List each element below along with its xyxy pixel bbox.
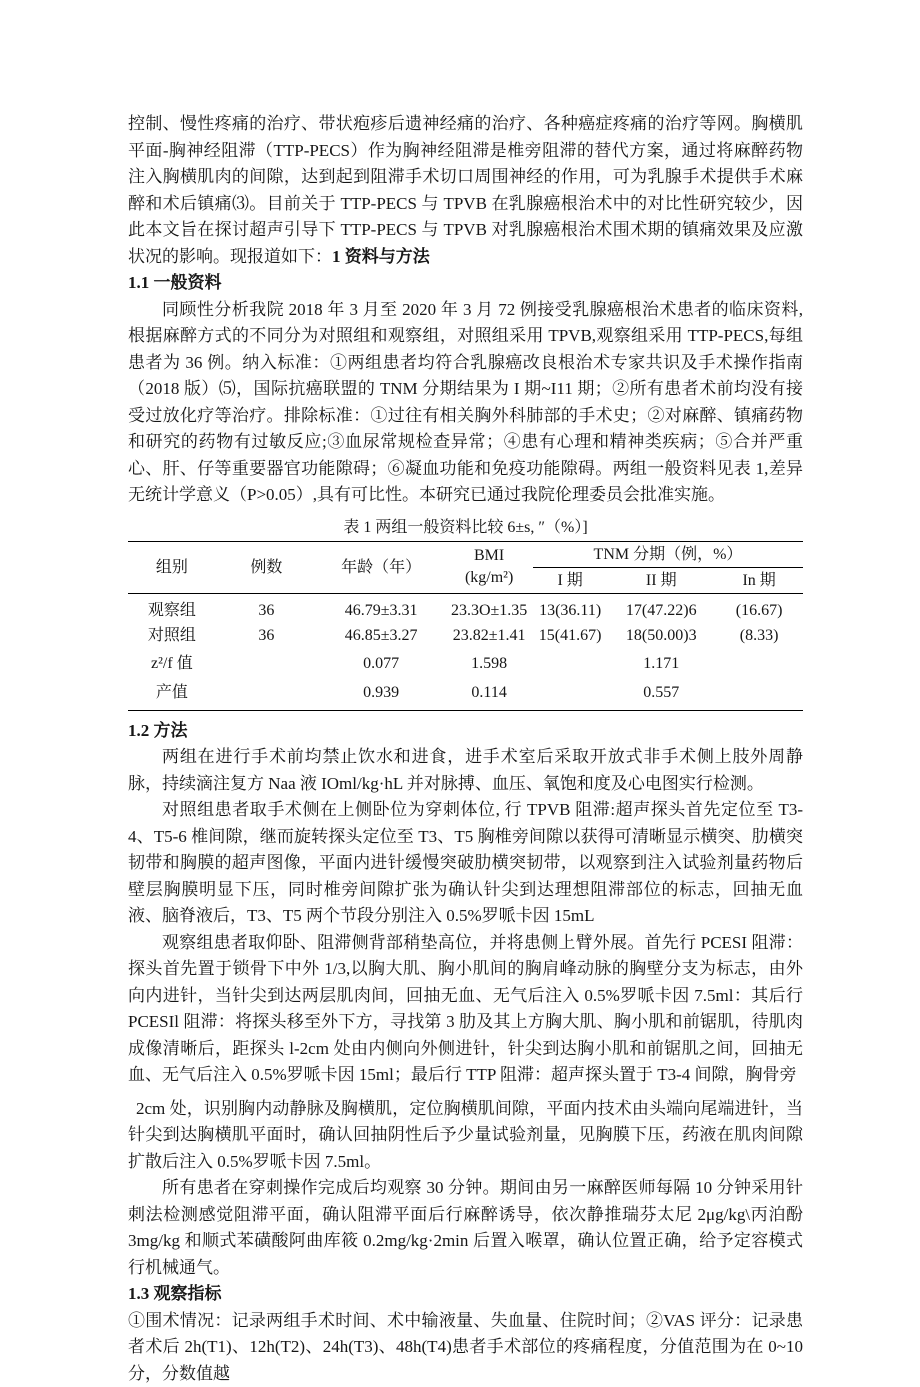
table-1-general-data bbox=[128, 541, 803, 711]
table-cell bbox=[216, 677, 317, 711]
table-cell: 46.85±3.27 bbox=[317, 623, 445, 648]
table-header-row-1 bbox=[128, 541, 803, 567]
col-header-stage1: I 期 bbox=[533, 567, 607, 593]
table-cell: 15(41.67) bbox=[533, 623, 607, 648]
table-cell: 0.114 bbox=[445, 677, 533, 711]
table-cell: 23.82±1.41 bbox=[445, 623, 533, 648]
table-cell: 36 bbox=[216, 623, 317, 648]
paragraph-observation-indicators: ①围术情况：记录两组手术时间、术中输液量、失血量、住院时间；②VAS 评分：记录患者术后 2h(T1)、12h(T2)、24h(T3)、48h(T4)患者手术部位的疼痛程度，分值范围为在 0~10 分，分数值越 bbox=[128, 1308, 803, 1387]
paragraph-methods-3: 观察组患者取仰卧、阻滞侧背部稍垫高位，并将患侧上臂外展。首先行 PCESI 阻滞：探头首先置于锁骨下中外 1/3,以胸大肌、胸小肌间的胸肩峰动脉的胸壁分支为标志，由外向内进针，当针尖到达两层肌肉间，回抽无血、无气后注入 0.5%罗哌卡因 7.5ml：其后行 PCESIl 阻滞：将探头移至外下方，寻找第 3 肋及其上方胸大肌、胸小肌和前锯肌，待肌肉成像清晰后，距探头 l-2cm 处由内侧向外侧进针，针尖到达胸小肌和前锯肌之间，回抽无血、无气后注入 0.5%罗哌卡因 15ml；最后行 TTP 阻滞：超声探头置于 T3-4 间隙，胸骨旁 bbox=[128, 930, 803, 1089]
paragraph-methods-4: 2cm 处，识别胸内动静脉及胸横肌，定位胸横肌间隙，平面内技术由头端向尾端进针，当针尖到达胸横肌平面时，确认回抽阴性后予少量试验剂量，见胸膜下压，药液在肌肉间隙扩散后注入 0.5%罗哌卡因 7.5ml。 bbox=[128, 1096, 803, 1176]
table-cell: 46.79±3.31 bbox=[317, 593, 445, 623]
table-cell: 0.939 bbox=[317, 677, 445, 711]
bmi-label: BMI bbox=[445, 545, 533, 567]
table-cell: z²/f 值 bbox=[128, 648, 216, 677]
col-header-stage3: In 期 bbox=[715, 567, 803, 593]
bmi-unit: (kg/m²) bbox=[445, 567, 533, 589]
table-cell: 23.3O±1.35 bbox=[445, 593, 533, 623]
table-cell: 36 bbox=[216, 593, 317, 623]
paragraph-general-data: 同顾性分析我院 2018 年 3 月至 2020 年 3 月 72 例接受乳腺癌根治术患者的临床资料, 根据麻醉方式的不同分为对照组和观察组，对照组采用 TPVB,观察组采用 TTP-PECS,每组患者为 36 例。纳入标准：①两组患者均符合乳腺癌改良根治术专家共识及手术操作指南（2018 版）⑸，国际抗癌联盟的 TNM 分期结果为 I 期~I11 期；②所有患者术前均没有接受过放化疗等治疗。排除标准：①过往有相关胸外科肺部的手术史；②对麻醉、镇痛药物和研究的药物有过敏反应;③血尿常规检查异常；④患有心理和精神类疾病；⑤合并严重心、肝、仔等重要器官功能隙碍；⑥凝血功能和免疫功能隙碍。两组一般资料见表 1,差异无统计学意义（P>0.05）,具有可比性。本研究已通过我院伦理委员会批准实施。 bbox=[128, 297, 803, 509]
table-cell: (16.67) bbox=[715, 593, 803, 623]
section-heading-1-1: 1.1 一般资料 bbox=[128, 270, 803, 297]
col-header-age: 年龄（年） bbox=[317, 541, 445, 593]
table-row-statistic bbox=[128, 648, 803, 677]
table-cell: (8.33) bbox=[715, 623, 803, 648]
paragraph-methods-5: 所有患者在穿刺操作完成后均观察 30 分钟。期间由另一麻醉医师每隔 10 分钟采用针刺法检测感觉阻滞平面，确认阻滞平面后行麻醉诱导，依次静推瑞芬太尼 2μg/kg\丙泊酚 3mg/kg 和顺式苯磺酸阿曲库筱 0.2mg/kg·2min 后置入喉罩，确认位置正确，给予定容模式行机械通气。 bbox=[128, 1175, 803, 1281]
table-cell bbox=[533, 677, 607, 711]
table-cell bbox=[715, 677, 803, 711]
section-heading-1-3: 1.3 观察指标 bbox=[128, 1281, 803, 1308]
col-header-bmi bbox=[445, 541, 533, 593]
table1-caption: 表 1 两组一般资料比较 6±s, ″（%）] bbox=[128, 517, 803, 539]
col-header-n: 例数 bbox=[216, 541, 317, 593]
table-row-observation-group bbox=[128, 593, 803, 623]
table-cell: 18(50.00)3 bbox=[607, 623, 715, 648]
table-cell: 0.557 bbox=[607, 677, 715, 711]
col-header-tnm: TNM 分期（例，%） bbox=[533, 541, 803, 567]
paragraph-methods-1: 两组在进行手术前均禁止饮水和进食，进手术室后采取开放式非手术侧上肢外周静脉，持续滴注复方 Naa 液 IOml/kg·hL 并对脉搏、血压、氧饱和度及心电图实行检测。 bbox=[128, 744, 803, 797]
table-cell bbox=[533, 648, 607, 677]
intro-text: 控制、慢性疼痛的治疗、带状疱疹后遗神经痛的治疗、各种癌症疼痛的治疗等网。胸横肌平面-胸神经阻滞（TTP-PECS）作为胸神经阻滞是椎旁阻滞的替代方案，通过将麻醉药物注入胸横肌肉的间隙，达到起到阻滞手术切口周围神经的作用，可为乳腺手术提供手术麻醉和术后镇痛⑶。目前关于 TTP-PECS 与 TPVB 在乳腺癌根治术中的对比性研究较少，因此本文旨在探讨超声引导下 TTP-PECS 与 TPVB 对乳腺癌根治术围术期的镇痛效果及应激状况的影响。现报道如下： bbox=[128, 114, 803, 266]
section1-heading-inline: 1 资料与方法 bbox=[332, 247, 430, 266]
table-cell: 观察组 bbox=[128, 593, 216, 623]
table-cell bbox=[715, 648, 803, 677]
col-header-stage2: II 期 bbox=[607, 567, 715, 593]
table-row-pvalue bbox=[128, 677, 803, 711]
paragraph-intro bbox=[128, 111, 803, 270]
paragraph-methods-2: 对照组患者取手术侧在上侧卧位为穿刺体位, 行 TPVB 阻滞:超声探头首先定位至 T3-4、T5-6 椎间隙，继而旋转探头定位至 T3、T5 胸椎旁间隙以获得可清晰显示横突、肋横突韧带和胸膜的超声图像，平面内进针缓慢突破肋横突韧带，以观察到注入试验剂量药物后壁层胸膜明显下压，同时椎旁间隙扩张为确认针尖到达理想阻滞部位的标志，回抽无血液、脑脊液后，T3、T5 两个节段分别注入 0.5%罗哌卡因 15mL bbox=[128, 797, 803, 930]
table-cell: 1.171 bbox=[607, 648, 715, 677]
table-cell: 1.598 bbox=[445, 648, 533, 677]
table-cell bbox=[216, 648, 317, 677]
table-cell: 0.077 bbox=[317, 648, 445, 677]
table-cell: 17(47.22)6 bbox=[607, 593, 715, 623]
table-cell: 对照组 bbox=[128, 623, 216, 648]
section-heading-1-2: 1.2 方法 bbox=[128, 718, 803, 745]
table-cell: 13(36.11) bbox=[533, 593, 607, 623]
table-cell: 产值 bbox=[128, 677, 216, 711]
table-row-control-group bbox=[128, 623, 803, 648]
col-header-group: 组别 bbox=[128, 541, 216, 593]
